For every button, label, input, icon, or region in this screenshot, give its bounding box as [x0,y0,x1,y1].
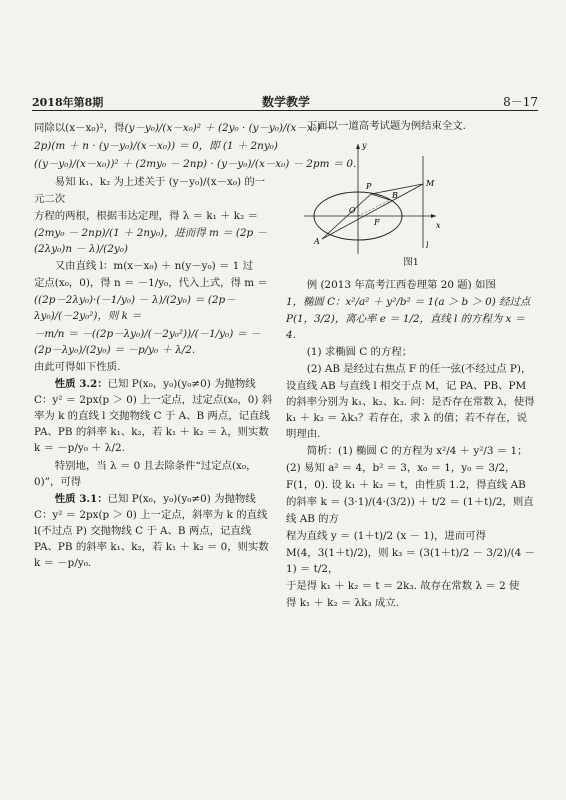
issue-label: 2018年第8期 [32,96,104,109]
y-axis-arrow [356,144,360,149]
property-3-2 [34,376,274,457]
line-of [358,200,390,216]
page-header [32,92,538,110]
label-o: O [349,206,356,216]
solution-2: (2) 易知 a² ＝ 4，b² ＝ 3，x₀ ＝ 1，y₀ ＝ 3/2， [286,462,516,475]
vieta-paragraph-3: (2my₀ － 2np)/(1 ＋ 2ny₀)，进而得 m ＝ (2p － (2λy₀)n － λ)/(2y₀) [34,226,267,255]
lead-in-sentence: 由此可得如下性质. [34,360,121,373]
vieta-paragraph-1: 易知 k₁、k₂ 为上述关于 (y－y₀)/(x－x₀) 的一元二次 [34,176,266,205]
x-axis-arrow [431,214,436,218]
label-y: y [362,141,367,151]
derivation-line-1: 同除以(x－x₀)²，得(y－y₀)/(x－x₀)² ＋ (2y₀ · (y－y₀)/(x－x₀) － [34,122,335,134]
derivation-line-2: 2p)(m ＋ n · (y－y₀)/(x－x₀)) ＝ 0，即 (1 ＋ 2ny₀) [34,140,278,153]
example-line-3: P(1，3/2)，离心率 e ＝ 1/2，直线 l 的方程为 x ＝ 4. [286,313,526,342]
solution-1: 简析：(1) 椭圆 C 的方程为 x²/4 ＋ y²/3 ＝ 1； [306,445,528,458]
property-3-1-title: 性质 3.1： [54,492,108,505]
figure-1 [286,136,536,254]
property-3-2-title: 性质 3.2： [54,377,108,390]
label-b: B [392,191,398,201]
solution-7: 于是得 k₁ ＋ k₂ ＝ t ＝ 2k₃. 故存在常数 λ ＝ 2 使 [286,580,520,593]
property-3-2-text: 已知 P(x₀，y₀)(y₀≠0) 为抛物线 C：y² ＝ 2px(p ＞ 0) 上一定点，过定点(x₀，0) 斜率为 k 的直线 l 交抛物线 C 于 A、B 两点，记直线 PA、PB 的斜率 k₁、k₂，若 k₁ ＋ k₂ ＝ λ，则实数 k ＝ －p/y₀ ＋ λ/2. [34,377,273,455]
label-x: x [436,221,441,231]
label-l: l [426,241,429,251]
example-line-1: 例 (2013 年高考江西卷理第 20 题) 如图 [306,278,496,291]
left-column [34,118,357,572]
ellipse-diagram [286,136,536,254]
right-column [286,118,536,612]
label-f: F [374,218,380,228]
question-2: (2) AB 是经过右焦点 F 的任一弦(不经过点 P)，设直线 AB 与直线 l 相交于点 M，记 PA、PB、PM 的斜率分别为 k₁、k₂、k₃. 问：是否存在常数 λ，使得 k₁ ＋ k₂ ＝ λk₃？若存在，求 λ 的值；若不存在，说明理由. [286,363,535,440]
solution-6: M(4，3(1＋t)/2)，则 k₃ ＝ (3(1＋t)/2 － 3/2)/(4 － 1) ＝ t/2， [286,546,535,575]
page-number: 8－17 [503,95,538,109]
special-case-sentence: 特别地，当 λ ＝ 0 且去除条件“过定点(x₀，0)”，可得 [34,459,257,488]
example-intro: 下面以一道高考试题为例结束全文. [306,120,466,132]
question-1: (1) 求椭圆 C 的方程； [306,346,413,359]
figure-caption: 图1 [403,257,419,269]
vieta-paragraph-2: 方程的两根，根据韦达定理，得 λ ＝ k₁ ＋ k₂ ＝ [34,209,258,222]
solution-8: 得 k₁ ＋ k₂ ＝ λk₃ 成立. [286,597,400,610]
solution-3: F(1，0). 设 k₁ ＋ k₂ ＝ t，由性质 1.2，得直线 AB [286,479,526,492]
label-p: P [366,182,372,192]
derivation-line-3: ((y－y₀)/(x－x₀))² ＋ (2my₀ － 2np) · (y－y₀)/(x－x₀) － 2pm ＝ 0. [34,158,357,171]
property-3-1 [34,491,274,572]
example-line-2: 1，椭圆 C：x²/a² ＋ y²/b² ＝ 1(a ＞ b ＞ 0) 经过点 [286,295,531,308]
header-rule [32,110,538,111]
line-l-paragraph-1: 又由直线 l：m(x－x₀) ＋ n(y－y₀) ＝ 1 过 [54,260,254,272]
line-l-paragraph-4: －m/n ＝ －((2p－λy₀)/(－2y₀²))/(－1/y₀) ＝ －(2p－λy₀)/(2y₀) ＝ －p/y₀ ＋ λ/2. [34,327,261,356]
journal-title: 数学教学 [262,95,311,109]
solution-4: 的斜率 k ＝ (3·1)/(4·(3/2)) ＋ t/2 ＝ (1＋t)/2，则直线 AB 的方 [286,496,534,525]
label-m: M [426,179,435,189]
label-a: A [314,237,320,247]
line-l-paragraph-2: 定点(x₀，0)，得 n ＝ －1/y₀，代入上式，得 m ＝ [34,277,268,290]
solution-5: 程为直线 y ＝ (1＋t)/2 (x － 1)，进而可得 [286,529,486,542]
property-3-1-text: 已知 P(x₀，y₀)(y₀≠0) 为抛物线 C：y² ＝ 2px(p ＞ 0) 上一定点，斜率为 k 的直线 l(不过点 P) 交抛物线 C 于 A、B 两点，记直线 PA、PB 的斜率 k₁、k₂，若 k₁ ＋ k₂ ＝ 0，则实数 k ＝ －p/y₀. [34,492,269,570]
line-ab-m [322,184,423,239]
line-l-paragraph-3: ((2p－2λy₀)·(－1/y₀) － λ)/(2y₀) ＝ (2p－λy₀)/(－2y₀²)，则 k ＝ [34,294,236,323]
